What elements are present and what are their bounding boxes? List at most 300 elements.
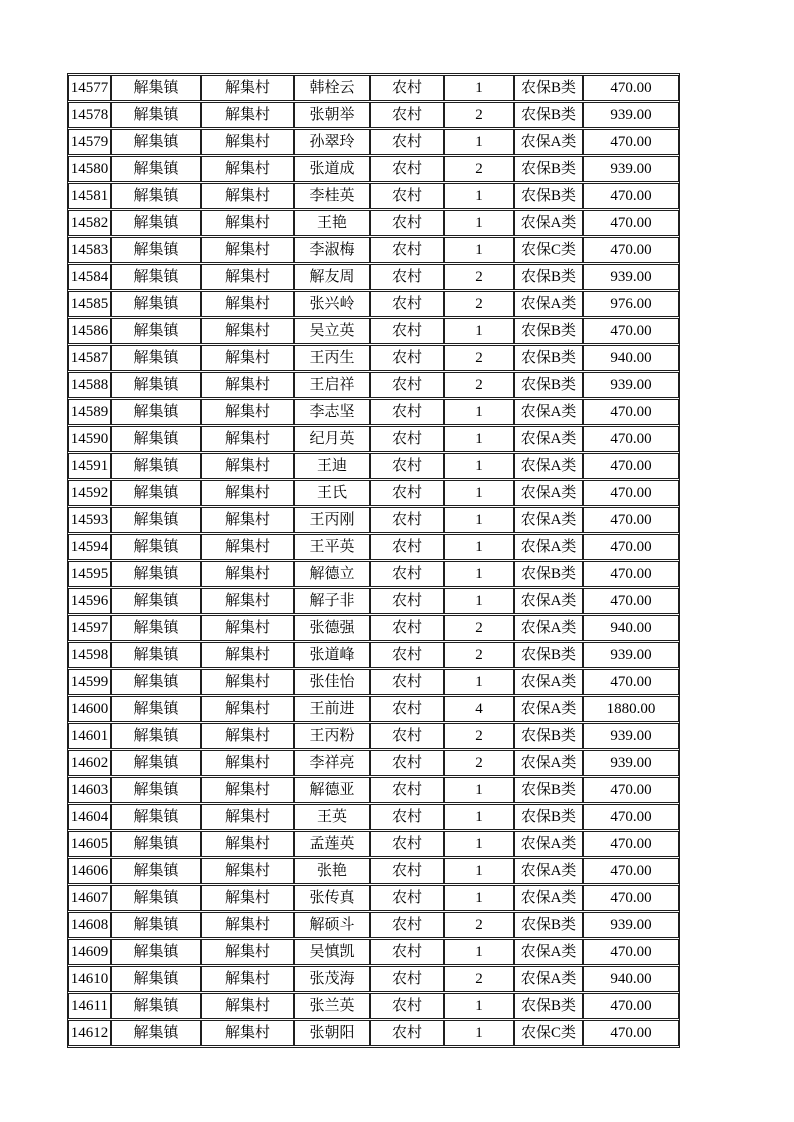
- cell-sequence-number: 14592: [68, 480, 111, 506]
- cell-insurance-category: 农保A类: [514, 615, 583, 641]
- cell-amount: 939.00: [583, 264, 679, 290]
- cell-village: 解集村: [201, 561, 294, 587]
- cell-insurance-category: 农保A类: [514, 507, 583, 533]
- table-row: [68, 777, 679, 803]
- table-row: [68, 534, 679, 560]
- cell-sequence-number: 14578: [68, 102, 111, 128]
- cell-town: 解集镇: [111, 237, 201, 263]
- cell-sequence-number: 14582: [68, 210, 111, 236]
- cell-person-count: 1: [444, 1020, 514, 1046]
- cell-person-name: 王艳: [294, 210, 370, 236]
- cell-village: 解集村: [201, 993, 294, 1019]
- cell-amount: 470.00: [583, 426, 679, 452]
- cell-amount: 470.00: [583, 399, 679, 425]
- table-row: [68, 993, 679, 1019]
- table-row: [68, 237, 679, 263]
- cell-town: 解集镇: [111, 345, 201, 371]
- table-row: [68, 858, 679, 884]
- cell-sequence-number: 14581: [68, 183, 111, 209]
- cell-town: 解集镇: [111, 642, 201, 668]
- cell-amount: 470.00: [583, 210, 679, 236]
- cell-household-type: 农村: [370, 831, 444, 857]
- cell-town: 解集镇: [111, 75, 201, 101]
- cell-person-name: 张艳: [294, 858, 370, 884]
- cell-amount: 939.00: [583, 156, 679, 182]
- cell-sequence-number: 14583: [68, 237, 111, 263]
- cell-village: 解集村: [201, 426, 294, 452]
- cell-insurance-category: 农保B类: [514, 912, 583, 938]
- cell-sequence-number: 14588: [68, 372, 111, 398]
- cell-insurance-category: 农保A类: [514, 291, 583, 317]
- cell-household-type: 农村: [370, 912, 444, 938]
- cell-insurance-category: 农保A类: [514, 750, 583, 776]
- cell-amount: 940.00: [583, 345, 679, 371]
- table-row: [68, 642, 679, 668]
- cell-person-name: 王丙生: [294, 345, 370, 371]
- cell-household-type: 农村: [370, 399, 444, 425]
- cell-insurance-category: 农保B类: [514, 777, 583, 803]
- cell-insurance-category: 农保B类: [514, 993, 583, 1019]
- cell-amount: 939.00: [583, 642, 679, 668]
- cell-amount: 470.00: [583, 885, 679, 911]
- cell-sequence-number: 14580: [68, 156, 111, 182]
- cell-person-name: 张朝举: [294, 102, 370, 128]
- cell-amount: 939.00: [583, 102, 679, 128]
- table-row: [68, 1020, 679, 1046]
- cell-sequence-number: 14586: [68, 318, 111, 344]
- cell-village: 解集村: [201, 669, 294, 695]
- cell-person-count: 1: [444, 318, 514, 344]
- cell-sequence-number: 14577: [68, 75, 111, 101]
- cell-person-count: 1: [444, 399, 514, 425]
- cell-household-type: 农村: [370, 102, 444, 128]
- cell-village: 解集村: [201, 885, 294, 911]
- cell-town: 解集镇: [111, 858, 201, 884]
- cell-town: 解集镇: [111, 831, 201, 857]
- cell-town: 解集镇: [111, 372, 201, 398]
- cell-insurance-category: 农保A类: [514, 453, 583, 479]
- cell-household-type: 农村: [370, 75, 444, 101]
- cell-person-name: 张茂海: [294, 966, 370, 992]
- cell-amount: 1880.00: [583, 696, 679, 722]
- cell-village: 解集村: [201, 129, 294, 155]
- cell-household-type: 农村: [370, 237, 444, 263]
- cell-amount: 470.00: [583, 480, 679, 506]
- cell-household-type: 农村: [370, 264, 444, 290]
- cell-sequence-number: 14600: [68, 696, 111, 722]
- table-row: [68, 669, 679, 695]
- cell-household-type: 农村: [370, 1020, 444, 1046]
- cell-village: 解集村: [201, 696, 294, 722]
- cell-village: 解集村: [201, 615, 294, 641]
- cell-insurance-category: 农保B类: [514, 642, 583, 668]
- cell-person-name: 孙翠玲: [294, 129, 370, 155]
- cell-person-name: 韩栓云: [294, 75, 370, 101]
- cell-person-name: 张德强: [294, 615, 370, 641]
- cell-person-name: 解德立: [294, 561, 370, 587]
- cell-person-count: 2: [444, 966, 514, 992]
- cell-person-name: 王丙粉: [294, 723, 370, 749]
- cell-person-count: 2: [444, 912, 514, 938]
- cell-amount: 470.00: [583, 1020, 679, 1046]
- cell-person-name: 李桂英: [294, 183, 370, 209]
- cell-insurance-category: 农保B类: [514, 264, 583, 290]
- cell-person-name: 王氏: [294, 480, 370, 506]
- cell-person-count: 1: [444, 237, 514, 263]
- cell-person-count: 2: [444, 156, 514, 182]
- cell-town: 解集镇: [111, 588, 201, 614]
- cell-person-name: 张道成: [294, 156, 370, 182]
- cell-person-count: 1: [444, 453, 514, 479]
- table-row: [68, 372, 679, 398]
- cell-sequence-number: 14610: [68, 966, 111, 992]
- cell-person-name: 张兰英: [294, 993, 370, 1019]
- cell-village: 解集村: [201, 966, 294, 992]
- table-row: [68, 264, 679, 290]
- cell-insurance-category: 农保B类: [514, 561, 583, 587]
- table-row: [68, 615, 679, 641]
- cell-village: 解集村: [201, 507, 294, 533]
- cell-amount: 470.00: [583, 237, 679, 263]
- cell-amount: 470.00: [583, 804, 679, 830]
- cell-town: 解集镇: [111, 183, 201, 209]
- table-row: [68, 939, 679, 965]
- cell-town: 解集镇: [111, 993, 201, 1019]
- cell-village: 解集村: [201, 453, 294, 479]
- cell-village: 解集村: [201, 156, 294, 182]
- cell-person-count: 2: [444, 615, 514, 641]
- cell-person-name: 张佳怡: [294, 669, 370, 695]
- cell-sequence-number: 14595: [68, 561, 111, 587]
- cell-household-type: 农村: [370, 642, 444, 668]
- cell-amount: 470.00: [583, 453, 679, 479]
- cell-person-name: 王启祥: [294, 372, 370, 398]
- cell-insurance-category: 农保B类: [514, 183, 583, 209]
- table-row: [68, 453, 679, 479]
- cell-insurance-category: 农保B类: [514, 318, 583, 344]
- cell-person-count: 1: [444, 588, 514, 614]
- cell-insurance-category: 农保B类: [514, 345, 583, 371]
- cell-village: 解集村: [201, 75, 294, 101]
- cell-household-type: 农村: [370, 750, 444, 776]
- cell-town: 解集镇: [111, 102, 201, 128]
- cell-sequence-number: 14607: [68, 885, 111, 911]
- cell-amount: 470.00: [583, 669, 679, 695]
- cell-insurance-category: 农保A类: [514, 885, 583, 911]
- cell-person-name: 纪月英: [294, 426, 370, 452]
- cell-insurance-category: 农保A类: [514, 210, 583, 236]
- table-row: [68, 345, 679, 371]
- cell-household-type: 农村: [370, 183, 444, 209]
- table-row: [68, 426, 679, 452]
- cell-amount: 470.00: [583, 561, 679, 587]
- cell-person-name: 李志坚: [294, 399, 370, 425]
- cell-sequence-number: 14589: [68, 399, 111, 425]
- table-row: [68, 102, 679, 128]
- cell-amount: 470.00: [583, 939, 679, 965]
- cell-person-count: 1: [444, 804, 514, 830]
- cell-insurance-category: 农保C类: [514, 1020, 583, 1046]
- cell-town: 解集镇: [111, 534, 201, 560]
- cell-town: 解集镇: [111, 939, 201, 965]
- cell-village: 解集村: [201, 723, 294, 749]
- cell-town: 解集镇: [111, 129, 201, 155]
- cell-household-type: 农村: [370, 966, 444, 992]
- cell-person-count: 1: [444, 426, 514, 452]
- cell-sequence-number: 14609: [68, 939, 111, 965]
- cell-person-name: 王丙刚: [294, 507, 370, 533]
- cell-person-count: 2: [444, 264, 514, 290]
- cell-insurance-category: 农保A类: [514, 696, 583, 722]
- table-row: [68, 885, 679, 911]
- cell-sequence-number: 14602: [68, 750, 111, 776]
- cell-person-count: 2: [444, 102, 514, 128]
- cell-sequence-number: 14611: [68, 993, 111, 1019]
- cell-person-count: 2: [444, 642, 514, 668]
- cell-household-type: 农村: [370, 291, 444, 317]
- cell-household-type: 农村: [370, 588, 444, 614]
- cell-insurance-category: 农保A类: [514, 858, 583, 884]
- cell-amount: 470.00: [583, 318, 679, 344]
- cell-household-type: 农村: [370, 696, 444, 722]
- cell-village: 解集村: [201, 291, 294, 317]
- cell-household-type: 农村: [370, 426, 444, 452]
- cell-person-count: 1: [444, 777, 514, 803]
- cell-insurance-category: 农保A类: [514, 966, 583, 992]
- cell-insurance-category: 农保B类: [514, 75, 583, 101]
- table-row: [68, 399, 679, 425]
- cell-household-type: 农村: [370, 669, 444, 695]
- cell-village: 解集村: [201, 831, 294, 857]
- cell-amount: 470.00: [583, 777, 679, 803]
- cell-insurance-category: 农保B类: [514, 723, 583, 749]
- cell-town: 解集镇: [111, 264, 201, 290]
- table-row: [68, 912, 679, 938]
- cell-person-name: 解德亚: [294, 777, 370, 803]
- cell-household-type: 农村: [370, 507, 444, 533]
- cell-amount: 939.00: [583, 912, 679, 938]
- cell-household-type: 农村: [370, 885, 444, 911]
- cell-household-type: 农村: [370, 777, 444, 803]
- cell-town: 解集镇: [111, 210, 201, 236]
- cell-town: 解集镇: [111, 561, 201, 587]
- cell-village: 解集村: [201, 642, 294, 668]
- table-row: [68, 75, 679, 101]
- cell-sequence-number: 14596: [68, 588, 111, 614]
- cell-household-type: 农村: [370, 129, 444, 155]
- table-row: [68, 804, 679, 830]
- cell-person-count: 1: [444, 831, 514, 857]
- cell-person-count: 2: [444, 345, 514, 371]
- cell-person-name: 张传真: [294, 885, 370, 911]
- cell-household-type: 农村: [370, 804, 444, 830]
- cell-household-type: 农村: [370, 210, 444, 236]
- cell-insurance-category: 农保B类: [514, 804, 583, 830]
- cell-sequence-number: 14579: [68, 129, 111, 155]
- cell-sequence-number: 14601: [68, 723, 111, 749]
- cell-village: 解集村: [201, 372, 294, 398]
- cell-person-name: 解硕斗: [294, 912, 370, 938]
- table-body: [68, 75, 679, 1046]
- cell-town: 解集镇: [111, 723, 201, 749]
- cell-person-count: 2: [444, 723, 514, 749]
- cell-person-name: 王英: [294, 804, 370, 830]
- cell-person-name: 解子非: [294, 588, 370, 614]
- cell-household-type: 农村: [370, 615, 444, 641]
- cell-amount: 470.00: [583, 858, 679, 884]
- table-row: [68, 750, 679, 776]
- cell-village: 解集村: [201, 237, 294, 263]
- cell-person-count: 4: [444, 696, 514, 722]
- cell-sequence-number: 14612: [68, 1020, 111, 1046]
- cell-sequence-number: 14590: [68, 426, 111, 452]
- cell-amount: 470.00: [583, 534, 679, 560]
- cell-town: 解集镇: [111, 777, 201, 803]
- cell-amount: 470.00: [583, 129, 679, 155]
- cell-town: 解集镇: [111, 615, 201, 641]
- cell-person-count: 1: [444, 534, 514, 560]
- cell-town: 解集镇: [111, 912, 201, 938]
- cell-insurance-category: 农保A类: [514, 831, 583, 857]
- cell-person-name: 解友周: [294, 264, 370, 290]
- table-row: [68, 507, 679, 533]
- cell-person-count: 1: [444, 993, 514, 1019]
- cell-amount: 976.00: [583, 291, 679, 317]
- cell-village: 解集村: [201, 183, 294, 209]
- pension-roster-table: [67, 73, 680, 1048]
- cell-sequence-number: 14584: [68, 264, 111, 290]
- cell-sequence-number: 14603: [68, 777, 111, 803]
- cell-household-type: 农村: [370, 993, 444, 1019]
- cell-insurance-category: 农保A类: [514, 939, 583, 965]
- cell-person-count: 1: [444, 480, 514, 506]
- cell-town: 解集镇: [111, 885, 201, 911]
- cell-village: 解集村: [201, 939, 294, 965]
- cell-person-count: 1: [444, 669, 514, 695]
- cell-amount: 939.00: [583, 750, 679, 776]
- cell-household-type: 农村: [370, 858, 444, 884]
- cell-town: 解集镇: [111, 426, 201, 452]
- cell-sequence-number: 14599: [68, 669, 111, 695]
- cell-sequence-number: 14587: [68, 345, 111, 371]
- cell-amount: 939.00: [583, 372, 679, 398]
- cell-amount: 939.00: [583, 723, 679, 749]
- table-row: [68, 588, 679, 614]
- table-row: [68, 696, 679, 722]
- cell-sequence-number: 14593: [68, 507, 111, 533]
- cell-person-count: 1: [444, 507, 514, 533]
- table-row: [68, 831, 679, 857]
- cell-amount: 470.00: [583, 588, 679, 614]
- cell-person-count: 1: [444, 75, 514, 101]
- cell-village: 解集村: [201, 399, 294, 425]
- cell-sequence-number: 14604: [68, 804, 111, 830]
- table-row: [68, 966, 679, 992]
- table-row: [68, 156, 679, 182]
- cell-person-count: 1: [444, 183, 514, 209]
- cell-sequence-number: 14594: [68, 534, 111, 560]
- cell-town: 解集镇: [111, 669, 201, 695]
- cell-person-name: 王迪: [294, 453, 370, 479]
- cell-sequence-number: 14598: [68, 642, 111, 668]
- cell-person-name: 张兴岭: [294, 291, 370, 317]
- table-row: [68, 561, 679, 587]
- table-row: [68, 723, 679, 749]
- cell-village: 解集村: [201, 345, 294, 371]
- cell-village: 解集村: [201, 777, 294, 803]
- cell-town: 解集镇: [111, 966, 201, 992]
- cell-village: 解集村: [201, 210, 294, 236]
- cell-village: 解集村: [201, 588, 294, 614]
- cell-insurance-category: 农保B类: [514, 156, 583, 182]
- cell-town: 解集镇: [111, 696, 201, 722]
- cell-household-type: 农村: [370, 561, 444, 587]
- cell-town: 解集镇: [111, 750, 201, 776]
- cell-insurance-category: 农保A类: [514, 129, 583, 155]
- cell-insurance-category: 农保A类: [514, 426, 583, 452]
- cell-person-name: 孟莲英: [294, 831, 370, 857]
- cell-household-type: 农村: [370, 480, 444, 506]
- cell-person-name: 吴立英: [294, 318, 370, 344]
- cell-village: 解集村: [201, 534, 294, 560]
- cell-household-type: 农村: [370, 534, 444, 560]
- cell-insurance-category: 农保A类: [514, 534, 583, 560]
- cell-household-type: 农村: [370, 939, 444, 965]
- cell-amount: 470.00: [583, 993, 679, 1019]
- cell-sequence-number: 14585: [68, 291, 111, 317]
- cell-town: 解集镇: [111, 480, 201, 506]
- cell-person-name: 王平英: [294, 534, 370, 560]
- cell-insurance-category: 农保A类: [514, 480, 583, 506]
- cell-insurance-category: 农保C类: [514, 237, 583, 263]
- cell-sequence-number: 14591: [68, 453, 111, 479]
- cell-town: 解集镇: [111, 804, 201, 830]
- cell-town: 解集镇: [111, 291, 201, 317]
- cell-village: 解集村: [201, 318, 294, 344]
- cell-town: 解集镇: [111, 156, 201, 182]
- cell-person-name: 李淑梅: [294, 237, 370, 263]
- cell-village: 解集村: [201, 102, 294, 128]
- cell-household-type: 农村: [370, 453, 444, 479]
- cell-amount: 940.00: [583, 966, 679, 992]
- cell-person-count: 2: [444, 291, 514, 317]
- cell-person-count: 1: [444, 858, 514, 884]
- cell-insurance-category: 农保A类: [514, 399, 583, 425]
- table-row: [68, 480, 679, 506]
- cell-person-count: 2: [444, 372, 514, 398]
- cell-town: 解集镇: [111, 453, 201, 479]
- cell-person-name: 李祥亮: [294, 750, 370, 776]
- cell-village: 解集村: [201, 912, 294, 938]
- table-row: [68, 129, 679, 155]
- cell-town: 解集镇: [111, 318, 201, 344]
- table-row: [68, 183, 679, 209]
- cell-insurance-category: 农保A类: [514, 588, 583, 614]
- cell-household-type: 农村: [370, 318, 444, 344]
- cell-person-count: 1: [444, 939, 514, 965]
- cell-insurance-category: 农保B类: [514, 372, 583, 398]
- cell-person-name: 张道峰: [294, 642, 370, 668]
- table-row: [68, 318, 679, 344]
- cell-village: 解集村: [201, 1020, 294, 1046]
- cell-village: 解集村: [201, 804, 294, 830]
- cell-person-name: 王前进: [294, 696, 370, 722]
- cell-person-count: 2: [444, 750, 514, 776]
- cell-town: 解集镇: [111, 507, 201, 533]
- table-row: [68, 210, 679, 236]
- cell-village: 解集村: [201, 480, 294, 506]
- cell-sequence-number: 14597: [68, 615, 111, 641]
